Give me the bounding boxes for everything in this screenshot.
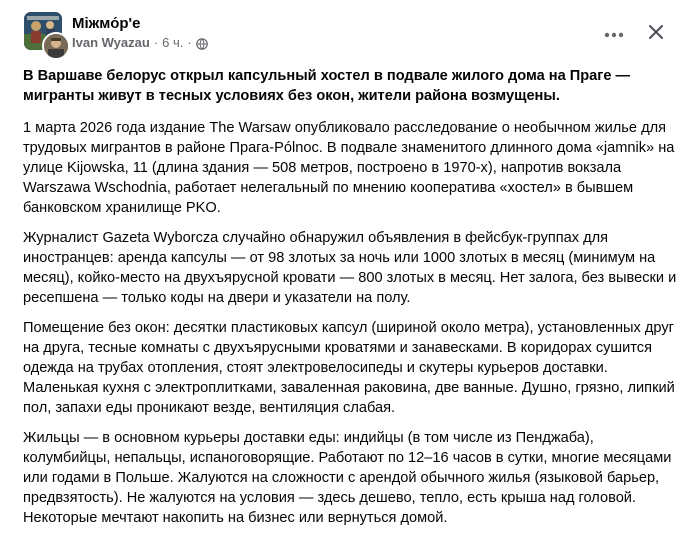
- more-horizontal-icon: [604, 25, 624, 43]
- post-paragraph: Жильцы — в основном курьеры доставки еды: индийцы (в том числе из Пенджаба), колумбийцы, непальцы, испаноговорящие. Работают по 12–16 часов в сутки, многие месяцами или годами в Польше. Жалуются на сложности с арендой обычного жилья (языковой барьер, предвзятость). Не жалуются на условия — здесь дешево, тепло, есть крыша над головой. Некоторые мечтают накопить на бизнес или вернуться домой.: [23, 430, 672, 526]
- globe-icon[interactable]: [196, 37, 208, 49]
- post-titles: [72, 14, 208, 52]
- post-paragraph: 1 марта 2026 года издание The Warsaw опубликовало расследование о необычном жилье для трудовых мигрантов в районе Прага-Pólnoc. В подвале знаменитого длинного дома «jamnik» на улице Kijowska, 11 (длина здания — 508 метров, построено в 1970-х), напротив вокзала Warszawa Wschodnia, работает нелегальный по мнению кооператива «хостел» в бывшем банковском хранилище PKO.: [23, 120, 675, 216]
- post-meta: [72, 34, 208, 52]
- close-icon: [648, 24, 664, 45]
- more-options-button[interactable]: [596, 16, 632, 52]
- post-paragraph: Журналист Gazeta Wyborcza случайно обнаружил объявления в фейсбук-группах для иностранцев: аренда капсулы — от 98 злотых за ночь или 1000 злотых в месяц (минимум на месяц), койко-место на двухъярусной кровати — 800 злотых в месяц. Нет залога, без вывески и ресепшена — только коды на двери и указатели на полу.: [23, 230, 677, 306]
- post-time-link[interactable]: 6 ч.: [162, 35, 184, 50]
- meta-separator: ·: [187, 35, 192, 50]
- close-button[interactable]: [638, 16, 674, 52]
- post-headline: В Варшаве белорус открыл капсульный хостел в подвале жилого дома на Праге — мигранты живут в тесных условиях без окон, жители района возмущены.: [23, 68, 631, 104]
- meta-separator: ·: [153, 35, 159, 50]
- avatar[interactable]: [42, 32, 70, 60]
- avatar-stack[interactable]: [24, 12, 66, 54]
- author-link[interactable]: Ivan Wyazau: [72, 35, 150, 50]
- post-body: [23, 66, 683, 538]
- group-name-link[interactable]: Міжмо́р'е: [72, 15, 141, 32]
- post-header: [18, 10, 676, 56]
- post-paragraph: Помещение без окон: десятки пластиковых капсул (шириной около метра), установленных друг на друга, тесные комнаты с двухъярусными кроватями и занавесками. В коридорах сушится одежда на трубах отопления, стоят электровелосипеды и скутеры курьеров доставки. Маленькая кухня с электроплитками, заваленная раковина, две ванные. Душно, грязно, липкий пол, запахи еды проникают везде, вентиляция слабая.: [23, 320, 675, 416]
